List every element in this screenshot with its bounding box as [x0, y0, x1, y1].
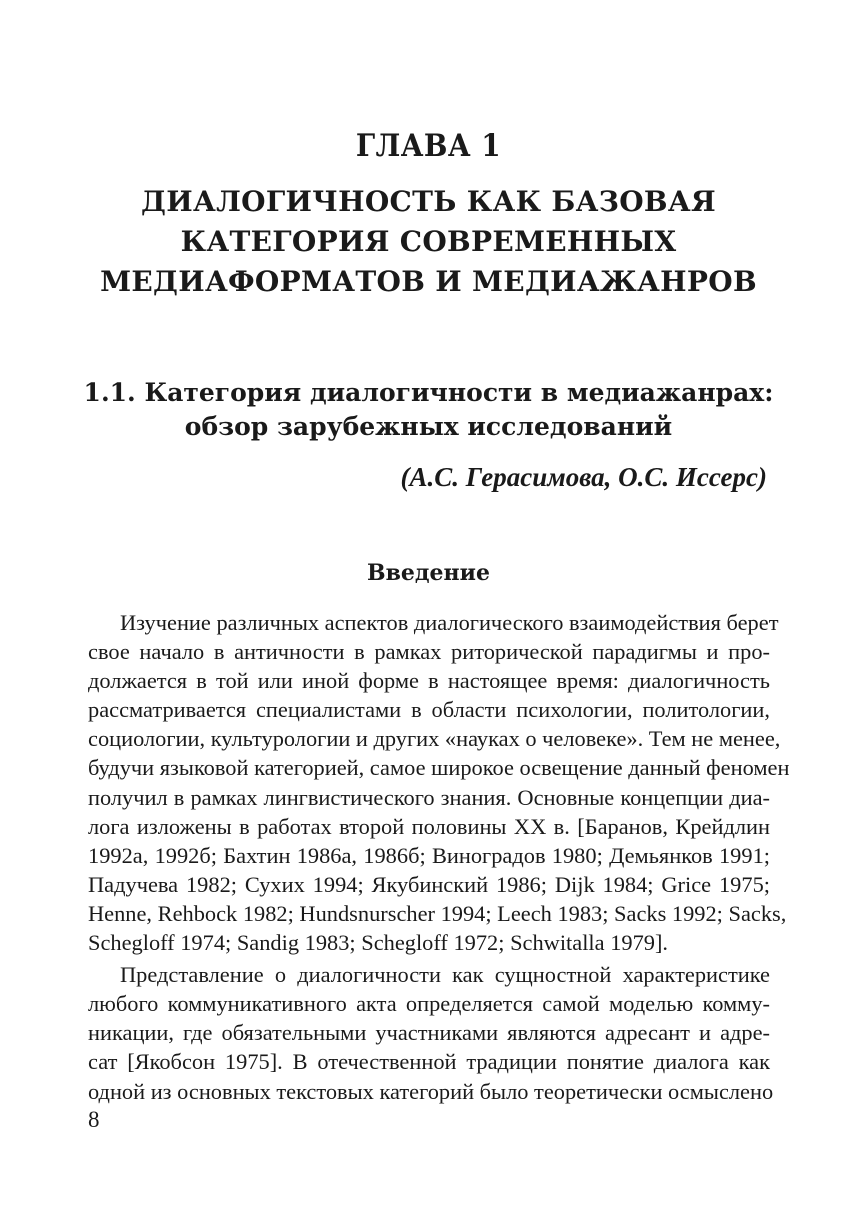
text-line: Изучение различных аспектов диалогического взаимодействия берет — [120, 610, 779, 635]
chapter-title-line: ДИАЛОГИЧНОСТЬ КАК БАЗОВАЯ — [141, 185, 716, 218]
text-line: Schegloff 1974; Sandig 1983; Schegloff 1972; Schwitalla 1979]. — [88, 930, 669, 956]
text-line: рассматривается специалистами в области психологии, политологии, — [88, 697, 770, 723]
section-authors: (А.С. Герасимова, О.С. Иссерс) — [400, 462, 767, 492]
text-line: будучи языковой категорией, самое широкое освещение данный феномен — [88, 755, 790, 781]
text-line: свое начало в античности в рамках риторической парадигмы и про- — [88, 639, 770, 665]
text-line: Падучева 1982; Сухих 1994; Якубинский 1986; Dijk 1984; Grice 1975; — [88, 871, 770, 897]
chapter-label: ГЛАВА 1 — [355, 128, 502, 164]
text-line: получил в рамках лингвистического знания. Основные концепции диа- — [88, 784, 770, 810]
text-line: Представление о диалогичности как сущностной характеристике — [120, 962, 770, 988]
text-line: должается в той или иной форме в настоящее время: диалогичность — [88, 668, 770, 694]
text-line: Henne, Rehbock 1982; Hundsnurscher 1994; Leech 1983; Sacks 1992; Sacks, — [88, 900, 787, 926]
chapter-title — [60, 182, 797, 302]
body-text — [88, 608, 790, 1106]
text-line: одной из основных текстовых категорий было теоретически осмыслено — [88, 1078, 774, 1104]
text-line: никации, где обязательными участниками являются адресант и адре- — [88, 1020, 770, 1046]
text-line: любого коммуникативного акта определяется самой моделью комму- — [88, 991, 770, 1017]
text-line: сат [Якобсон 1975]. В отечественной традиции понятие диалога как — [88, 1049, 770, 1075]
chapter-title-line: МЕДИАФОРМАТОВ И МЕДИАЖАНРОВ — [100, 265, 757, 298]
section-title — [60, 376, 797, 444]
text-line: 1992а, 1992б; Бахтин 1986а, 1986б; Виноградов 1980; Демьянков 1991; — [88, 842, 770, 868]
text-line: социологии, культурологии и других «науках о человеке». Тем не менее, — [88, 726, 781, 752]
chapter-title-line: КАТЕГОРИЯ СОВРЕМЕННЫХ — [180, 225, 677, 258]
page-number: 8 — [88, 1107, 100, 1132]
section-title-line: обзор зарубежных исследований — [184, 412, 673, 441]
intro-heading: Введение — [367, 560, 490, 586]
text-line: лога изложены в работах второй половины XX в. [Баранов, Крейдлин — [88, 813, 770, 839]
section-title-line: 1.1. Категория диалогичности в медиажанрах: — [83, 378, 774, 407]
